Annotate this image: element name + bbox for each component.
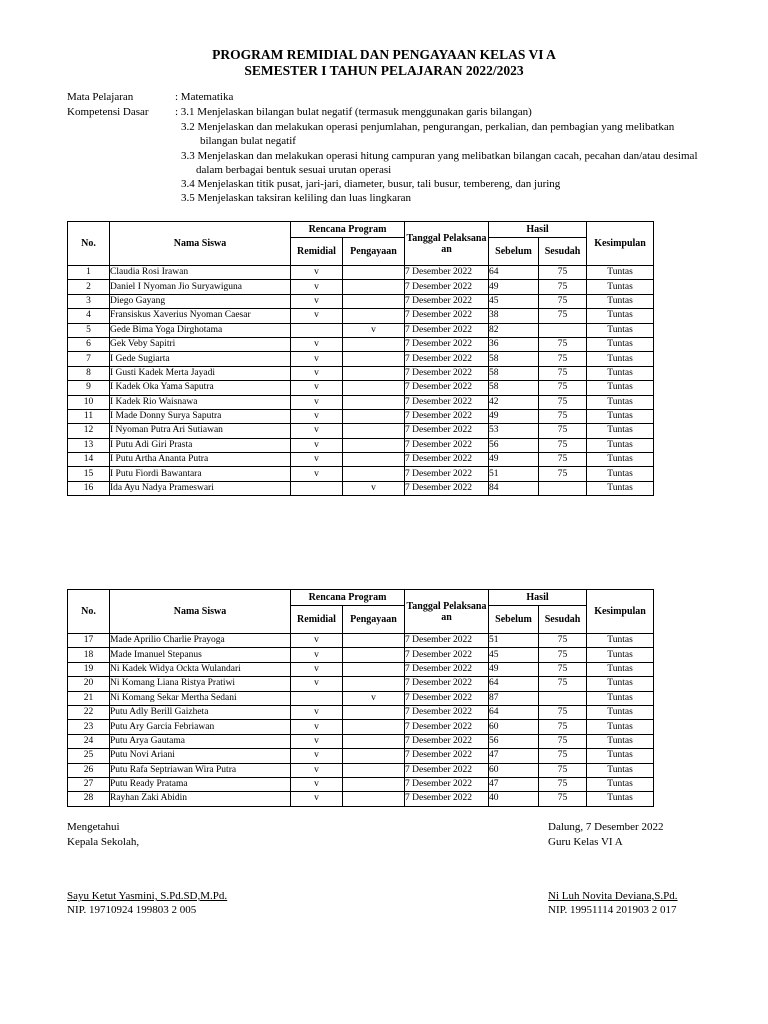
cell-pengayaan: [343, 438, 405, 452]
cell-tanggal: 7 Desember 2022: [405, 481, 489, 495]
table-row: [68, 309, 654, 323]
cell-remidial: v: [291, 280, 343, 294]
cell-sesudah: 75: [539, 705, 587, 719]
cell-pengayaan: [343, 352, 405, 366]
cell-nama: Fransiskus Xaverius Nyoman Caesar: [110, 309, 291, 323]
cell-no: 25: [68, 749, 110, 763]
cell-sesudah: 75: [539, 749, 587, 763]
table-row: [68, 648, 654, 662]
cell-no: 15: [68, 467, 110, 481]
cell-kesimpulan: Tuntas: [587, 424, 654, 438]
cell-nama: Putu Adly Berill Gaizheta: [110, 705, 291, 719]
cell-kesimpulan: Tuntas: [587, 481, 654, 495]
cell-pengayaan: [343, 409, 405, 423]
cell-sebelum: 64: [489, 677, 539, 691]
table-row: [68, 734, 654, 748]
mapel-label: Mata Pelajaran: [67, 91, 134, 103]
cell-pengayaan: [343, 662, 405, 676]
sig-left-line1: Mengetahui: [67, 821, 120, 833]
cell-tanggal: 7 Desember 2022: [405, 792, 489, 806]
cell-no: 12: [68, 424, 110, 438]
table-row: [68, 395, 654, 409]
cell-sesudah: 75: [539, 409, 587, 423]
cell-no: 9: [68, 381, 110, 395]
cell-kesimpulan: Tuntas: [587, 763, 654, 777]
cell-nama: I Putu Fiordi Bawantara: [110, 467, 291, 481]
kd-line-3: bilangan bulat negatif: [200, 135, 296, 147]
cell-pengayaan: [343, 381, 405, 395]
cell-sebelum: 84: [489, 481, 539, 495]
cell-sesudah: 75: [539, 777, 587, 791]
cell-sesudah: 75: [539, 366, 587, 380]
table-row: [68, 777, 654, 791]
cell-remidial: [291, 323, 343, 337]
cell-sebelum: 45: [489, 648, 539, 662]
col-rencana: Rencana Program: [291, 590, 405, 606]
col-no: No.: [68, 222, 110, 266]
cell-sebelum: 36: [489, 337, 539, 351]
col-sesudah: Sesudah: [539, 238, 587, 266]
cell-tanggal: 7 Desember 2022: [405, 705, 489, 719]
cell-nama: Daniel I Nyoman Jio Suryawiguna: [110, 280, 291, 294]
sig-left-line2: Kepala Sekolah,: [67, 836, 140, 848]
col-kesimpulan: Kesimpulan: [587, 222, 654, 266]
kd-line-7: 3.5 Menjelaskan taksiran keliling dan luas lingkaran: [181, 192, 412, 204]
cell-sesudah: 75: [539, 720, 587, 734]
cell-nama: Ni Kadek Widya Ockta Wulandari: [110, 662, 291, 676]
cell-pengayaan: v: [343, 481, 405, 495]
kd-line-4: 3.3 Menjelaskan dan melakukan operasi hitung campuran yang melibatkan bilangan cacah, pecahan dan/atau desimal: [181, 150, 698, 162]
table-row: [68, 763, 654, 777]
cell-no: 3: [68, 294, 110, 308]
cell-sebelum: 51: [489, 467, 539, 481]
cell-no: 7: [68, 352, 110, 366]
cell-sesudah: 75: [539, 734, 587, 748]
cell-remidial: v: [291, 749, 343, 763]
cell-pengayaan: [343, 763, 405, 777]
cell-pengayaan: [343, 648, 405, 662]
table-row: [68, 409, 654, 423]
cell-kesimpulan: Tuntas: [587, 280, 654, 294]
table-row: [68, 792, 654, 806]
cell-kesimpulan: Tuntas: [587, 453, 654, 467]
cell-no: 4: [68, 309, 110, 323]
cell-nama: I Kadek Oka Yama Saputra: [110, 381, 291, 395]
cell-remidial: v: [291, 453, 343, 467]
cell-kesimpulan: Tuntas: [587, 734, 654, 748]
cell-pengayaan: [343, 705, 405, 719]
cell-remidial: v: [291, 705, 343, 719]
cell-sesudah: 75: [539, 294, 587, 308]
cell-nama: Putu Arya Gautama: [110, 734, 291, 748]
cell-kesimpulan: Tuntas: [587, 323, 654, 337]
cell-sebelum: 60: [489, 763, 539, 777]
cell-remidial: v: [291, 792, 343, 806]
cell-tanggal: 7 Desember 2022: [405, 777, 489, 791]
kd-line-6: 3.4 Menjelaskan titik pusat, jari-jari, diameter, busur, tali busur, tembereng, dan juring: [181, 178, 561, 190]
cell-tanggal: 7 Desember 2022: [405, 453, 489, 467]
cell-sesudah: [539, 323, 587, 337]
cell-sebelum: 58: [489, 352, 539, 366]
cell-sebelum: 56: [489, 734, 539, 748]
col-hasil: Hasil: [489, 590, 587, 606]
cell-remidial: v: [291, 294, 343, 308]
cell-nama: I Gede Sugiarta: [110, 352, 291, 366]
teacher-name: Ni Luh Novita Deviana,S.Pd.: [548, 890, 678, 902]
cell-kesimpulan: Tuntas: [587, 438, 654, 452]
cell-nama: Ni Komang Liana Ristya Pratiwi: [110, 677, 291, 691]
cell-pengayaan: [343, 677, 405, 691]
table-row: [68, 481, 654, 495]
cell-kesimpulan: Tuntas: [587, 309, 654, 323]
table-row: [68, 337, 654, 351]
remedial-table-part1: [67, 221, 654, 496]
table-row: [68, 424, 654, 438]
cell-pengayaan: [343, 424, 405, 438]
cell-sesudah: 75: [539, 266, 587, 280]
cell-remidial: v: [291, 677, 343, 691]
cell-tanggal: 7 Desember 2022: [405, 424, 489, 438]
table-row: [68, 366, 654, 380]
cell-no: 26: [68, 763, 110, 777]
table-row: [68, 720, 654, 734]
cell-nama: I Made Donny Surya Saputra: [110, 409, 291, 423]
cell-sebelum: 82: [489, 323, 539, 337]
cell-tanggal: 7 Desember 2022: [405, 763, 489, 777]
cell-kesimpulan: Tuntas: [587, 294, 654, 308]
cell-sesudah: 75: [539, 337, 587, 351]
cell-tanggal: 7 Desember 2022: [405, 323, 489, 337]
cell-sesudah: 75: [539, 662, 587, 676]
cell-no: 17: [68, 634, 110, 648]
cell-sebelum: 64: [489, 705, 539, 719]
cell-nama: I Nyoman Putra Ari Sutiawan: [110, 424, 291, 438]
cell-remidial: v: [291, 467, 343, 481]
table-row: [68, 352, 654, 366]
cell-no: 8: [68, 366, 110, 380]
cell-pengayaan: [343, 453, 405, 467]
cell-kesimpulan: Tuntas: [587, 409, 654, 423]
cell-kesimpulan: Tuntas: [587, 366, 654, 380]
cell-tanggal: 7 Desember 2022: [405, 366, 489, 380]
cell-sebelum: 51: [489, 634, 539, 648]
col-remidial: Remidial: [291, 606, 343, 634]
cell-nama: Gek Veby Sapitri: [110, 337, 291, 351]
cell-remidial: v: [291, 634, 343, 648]
cell-tanggal: 7 Desember 2022: [405, 294, 489, 308]
cell-kesimpulan: Tuntas: [587, 792, 654, 806]
table-body-part2: [68, 634, 654, 807]
teacher-nip: NIP. 19951114 201903 2 017: [548, 904, 677, 916]
cell-tanggal: 7 Desember 2022: [405, 266, 489, 280]
cell-sebelum: 53: [489, 424, 539, 438]
table-row: [68, 467, 654, 481]
cell-tanggal: 7 Desember 2022: [405, 720, 489, 734]
table-row: [68, 634, 654, 648]
cell-tanggal: 7 Desember 2022: [405, 749, 489, 763]
cell-sebelum: 58: [489, 381, 539, 395]
cell-tanggal: 7 Desember 2022: [405, 634, 489, 648]
remedial-table-part2: [67, 589, 654, 807]
cell-tanggal: 7 Desember 2022: [405, 438, 489, 452]
cell-kesimpulan: Tuntas: [587, 749, 654, 763]
cell-nama: I Gusti Kadek Merta Jayadi: [110, 366, 291, 380]
cell-nama: Diego Gayang: [110, 294, 291, 308]
sig-right-line2: Guru Kelas VI A: [548, 836, 623, 848]
cell-kesimpulan: Tuntas: [587, 395, 654, 409]
cell-nama: Made Imanuel Stepanus: [110, 648, 291, 662]
cell-kesimpulan: Tuntas: [587, 720, 654, 734]
cell-pengayaan: [343, 720, 405, 734]
cell-nama: Putu Novi Ariani: [110, 749, 291, 763]
cell-no: 23: [68, 720, 110, 734]
cell-pengayaan: [343, 395, 405, 409]
cell-kesimpulan: Tuntas: [587, 662, 654, 676]
table-row: [68, 749, 654, 763]
cell-tanggal: 7 Desember 2022: [405, 381, 489, 395]
cell-nama: Putu Ary Garcia Febriawan: [110, 720, 291, 734]
document-title-line1: PROGRAM REMIDIAL DAN PENGAYAAN KELAS VI A: [212, 47, 556, 62]
cell-sebelum: 40: [489, 792, 539, 806]
cell-no: 11: [68, 409, 110, 423]
col-sesudah: Sesudah: [539, 606, 587, 634]
cell-pengayaan: [343, 467, 405, 481]
table-body-part1: [68, 266, 654, 496]
cell-kesimpulan: Tuntas: [587, 381, 654, 395]
cell-nama: I Putu Artha Ananta Putra: [110, 453, 291, 467]
cell-remidial: v: [291, 352, 343, 366]
cell-no: 27: [68, 777, 110, 791]
table-row: [68, 662, 654, 676]
col-tanggal: Tanggal Pelaksanaan: [405, 590, 489, 634]
cell-tanggal: 7 Desember 2022: [405, 677, 489, 691]
cell-sebelum: 47: [489, 777, 539, 791]
cell-pengayaan: [343, 777, 405, 791]
col-rencana: Rencana Program: [291, 222, 405, 238]
cell-no: 10: [68, 395, 110, 409]
cell-kesimpulan: Tuntas: [587, 467, 654, 481]
col-tanggal: Tanggal Pelaksanaan: [405, 222, 489, 266]
cell-nama: Putu Ready Pratama: [110, 777, 291, 791]
col-kesimpulan: Kesimpulan: [587, 590, 654, 634]
cell-tanggal: 7 Desember 2022: [405, 337, 489, 351]
cell-tanggal: 7 Desember 2022: [405, 734, 489, 748]
cell-sesudah: 75: [539, 352, 587, 366]
cell-no: 1: [68, 266, 110, 280]
cell-sebelum: 49: [489, 662, 539, 676]
cell-remidial: v: [291, 438, 343, 452]
cell-nama: Rayhan Zaki Abidin: [110, 792, 291, 806]
cell-remidial: v: [291, 266, 343, 280]
cell-nama: I Kadek Rio Waisnawa: [110, 395, 291, 409]
cell-nama: Ni Komang Sekar Mertha Sedani: [110, 691, 291, 705]
col-no: No.: [68, 590, 110, 634]
cell-tanggal: 7 Desember 2022: [405, 691, 489, 705]
kd-label: Kompetensi Dasar: [67, 106, 149, 118]
cell-tanggal: 7 Desember 2022: [405, 467, 489, 481]
cell-kesimpulan: Tuntas: [587, 777, 654, 791]
cell-nama: I Putu Adi Giri Prasta: [110, 438, 291, 452]
cell-tanggal: 7 Desember 2022: [405, 409, 489, 423]
cell-sebelum: 38: [489, 309, 539, 323]
cell-no: 2: [68, 280, 110, 294]
cell-sebelum: 56: [489, 438, 539, 452]
table-row: [68, 294, 654, 308]
cell-no: 13: [68, 438, 110, 452]
table-row: [68, 381, 654, 395]
cell-remidial: v: [291, 720, 343, 734]
cell-sebelum: 45: [489, 294, 539, 308]
cell-remidial: [291, 691, 343, 705]
cell-remidial: v: [291, 662, 343, 676]
cell-remidial: v: [291, 734, 343, 748]
kd-line-5: dalam berbagai bentuk sesuai urutan operasi: [196, 164, 392, 176]
cell-pengayaan: [343, 792, 405, 806]
cell-nama: Ida Ayu Nadya Prameswari: [110, 481, 291, 495]
cell-nama: Claudia Rosi Irawan: [110, 266, 291, 280]
table-row: [68, 266, 654, 280]
cell-remidial: v: [291, 395, 343, 409]
cell-sebelum: 60: [489, 720, 539, 734]
cell-sesudah: 75: [539, 453, 587, 467]
cell-sesudah: 75: [539, 309, 587, 323]
cell-no: 5: [68, 323, 110, 337]
kd-line-2: 3.2 Menjelaskan dan melakukan operasi penjumlahan, pengurangan, perkalian, dan pembagian yang melibatkan: [181, 121, 675, 133]
cell-kesimpulan: Tuntas: [587, 705, 654, 719]
cell-no: 24: [68, 734, 110, 748]
cell-sesudah: 75: [539, 677, 587, 691]
cell-pengayaan: [343, 294, 405, 308]
cell-remidial: [291, 481, 343, 495]
table-row: [68, 691, 654, 705]
col-nama: Nama Siswa: [110, 590, 291, 634]
cell-tanggal: 7 Desember 2022: [405, 662, 489, 676]
cell-sesudah: 75: [539, 792, 587, 806]
cell-remidial: v: [291, 409, 343, 423]
cell-sesudah: 75: [539, 395, 587, 409]
cell-sebelum: 49: [489, 453, 539, 467]
cell-sesudah: 75: [539, 381, 587, 395]
cell-no: 21: [68, 691, 110, 705]
cell-kesimpulan: Tuntas: [587, 352, 654, 366]
table-row: [68, 453, 654, 467]
cell-sebelum: 49: [489, 280, 539, 294]
col-remidial: Remidial: [291, 238, 343, 266]
mapel-value: : Matematika: [175, 91, 234, 103]
cell-sesudah: 75: [539, 634, 587, 648]
cell-sesudah: [539, 691, 587, 705]
cell-sebelum: 87: [489, 691, 539, 705]
cell-kesimpulan: Tuntas: [587, 266, 654, 280]
cell-pengayaan: [343, 749, 405, 763]
cell-kesimpulan: Tuntas: [587, 648, 654, 662]
cell-pengayaan: [343, 266, 405, 280]
cell-sesudah: 75: [539, 424, 587, 438]
col-pengayaan: Pengayaan: [343, 238, 405, 266]
cell-sesudah: 75: [539, 467, 587, 481]
cell-tanggal: 7 Desember 2022: [405, 280, 489, 294]
cell-tanggal: 7 Desember 2022: [405, 309, 489, 323]
cell-sebelum: 47: [489, 749, 539, 763]
cell-remidial: v: [291, 777, 343, 791]
cell-remidial: v: [291, 337, 343, 351]
cell-pengayaan: [343, 280, 405, 294]
cell-sesudah: [539, 481, 587, 495]
cell-pengayaan: [343, 366, 405, 380]
cell-sebelum: 64: [489, 266, 539, 280]
cell-pengayaan: v: [343, 691, 405, 705]
cell-nama: Gede Bima Yoga Dirghotama: [110, 323, 291, 337]
table-row: [68, 323, 654, 337]
cell-kesimpulan: Tuntas: [587, 634, 654, 648]
cell-no: 22: [68, 705, 110, 719]
cell-remidial: v: [291, 763, 343, 777]
cell-no: 20: [68, 677, 110, 691]
cell-pengayaan: [343, 337, 405, 351]
kd-line-1: : 3.1 Menjelaskan bilangan bulat negatif (termasuk menggunakan garis bilangan): [175, 106, 532, 118]
headmaster-name: Sayu Ketut Yasmini, S.Pd.SD,M.Pd.: [67, 890, 228, 902]
cell-no: 6: [68, 337, 110, 351]
cell-sesudah: 75: [539, 280, 587, 294]
cell-nama: Made Aprilio Charlie Prayoga: [110, 634, 291, 648]
col-sebelum: Sebelum: [489, 238, 539, 266]
col-pengayaan: Pengayaan: [343, 606, 405, 634]
col-sebelum: Sebelum: [489, 606, 539, 634]
document-title-line2: SEMESTER I TAHUN PELAJARAN 2022/2023: [244, 63, 524, 78]
cell-tanggal: 7 Desember 2022: [405, 352, 489, 366]
cell-sebelum: 49: [489, 409, 539, 423]
cell-nama: Putu Rafa Septriawan Wira Putra: [110, 763, 291, 777]
cell-sesudah: 75: [539, 763, 587, 777]
cell-kesimpulan: Tuntas: [587, 691, 654, 705]
col-hasil: Hasil: [489, 222, 587, 238]
cell-remidial: v: [291, 309, 343, 323]
cell-remidial: v: [291, 648, 343, 662]
table-row: [68, 677, 654, 691]
cell-kesimpulan: Tuntas: [587, 337, 654, 351]
table-row: [68, 438, 654, 452]
cell-remidial: v: [291, 366, 343, 380]
cell-no: 16: [68, 481, 110, 495]
cell-pengayaan: [343, 309, 405, 323]
cell-pengayaan: [343, 734, 405, 748]
cell-tanggal: 7 Desember 2022: [405, 395, 489, 409]
cell-sesudah: 75: [539, 438, 587, 452]
cell-no: 18: [68, 648, 110, 662]
table-row: [68, 705, 654, 719]
cell-kesimpulan: Tuntas: [587, 677, 654, 691]
cell-pengayaan: [343, 634, 405, 648]
cell-no: 19: [68, 662, 110, 676]
cell-pengayaan: v: [343, 323, 405, 337]
headmaster-nip: NIP. 19710924 199803 2 005: [67, 904, 197, 916]
cell-no: 28: [68, 792, 110, 806]
cell-remidial: v: [291, 381, 343, 395]
cell-sebelum: 58: [489, 366, 539, 380]
cell-sebelum: 42: [489, 395, 539, 409]
cell-remidial: v: [291, 424, 343, 438]
table-row: [68, 280, 654, 294]
cell-no: 14: [68, 453, 110, 467]
cell-tanggal: 7 Desember 2022: [405, 648, 489, 662]
sig-right-line1: Dalung, 7 Desember 2022: [548, 821, 664, 833]
cell-sesudah: 75: [539, 648, 587, 662]
col-nama: Nama Siswa: [110, 222, 291, 266]
